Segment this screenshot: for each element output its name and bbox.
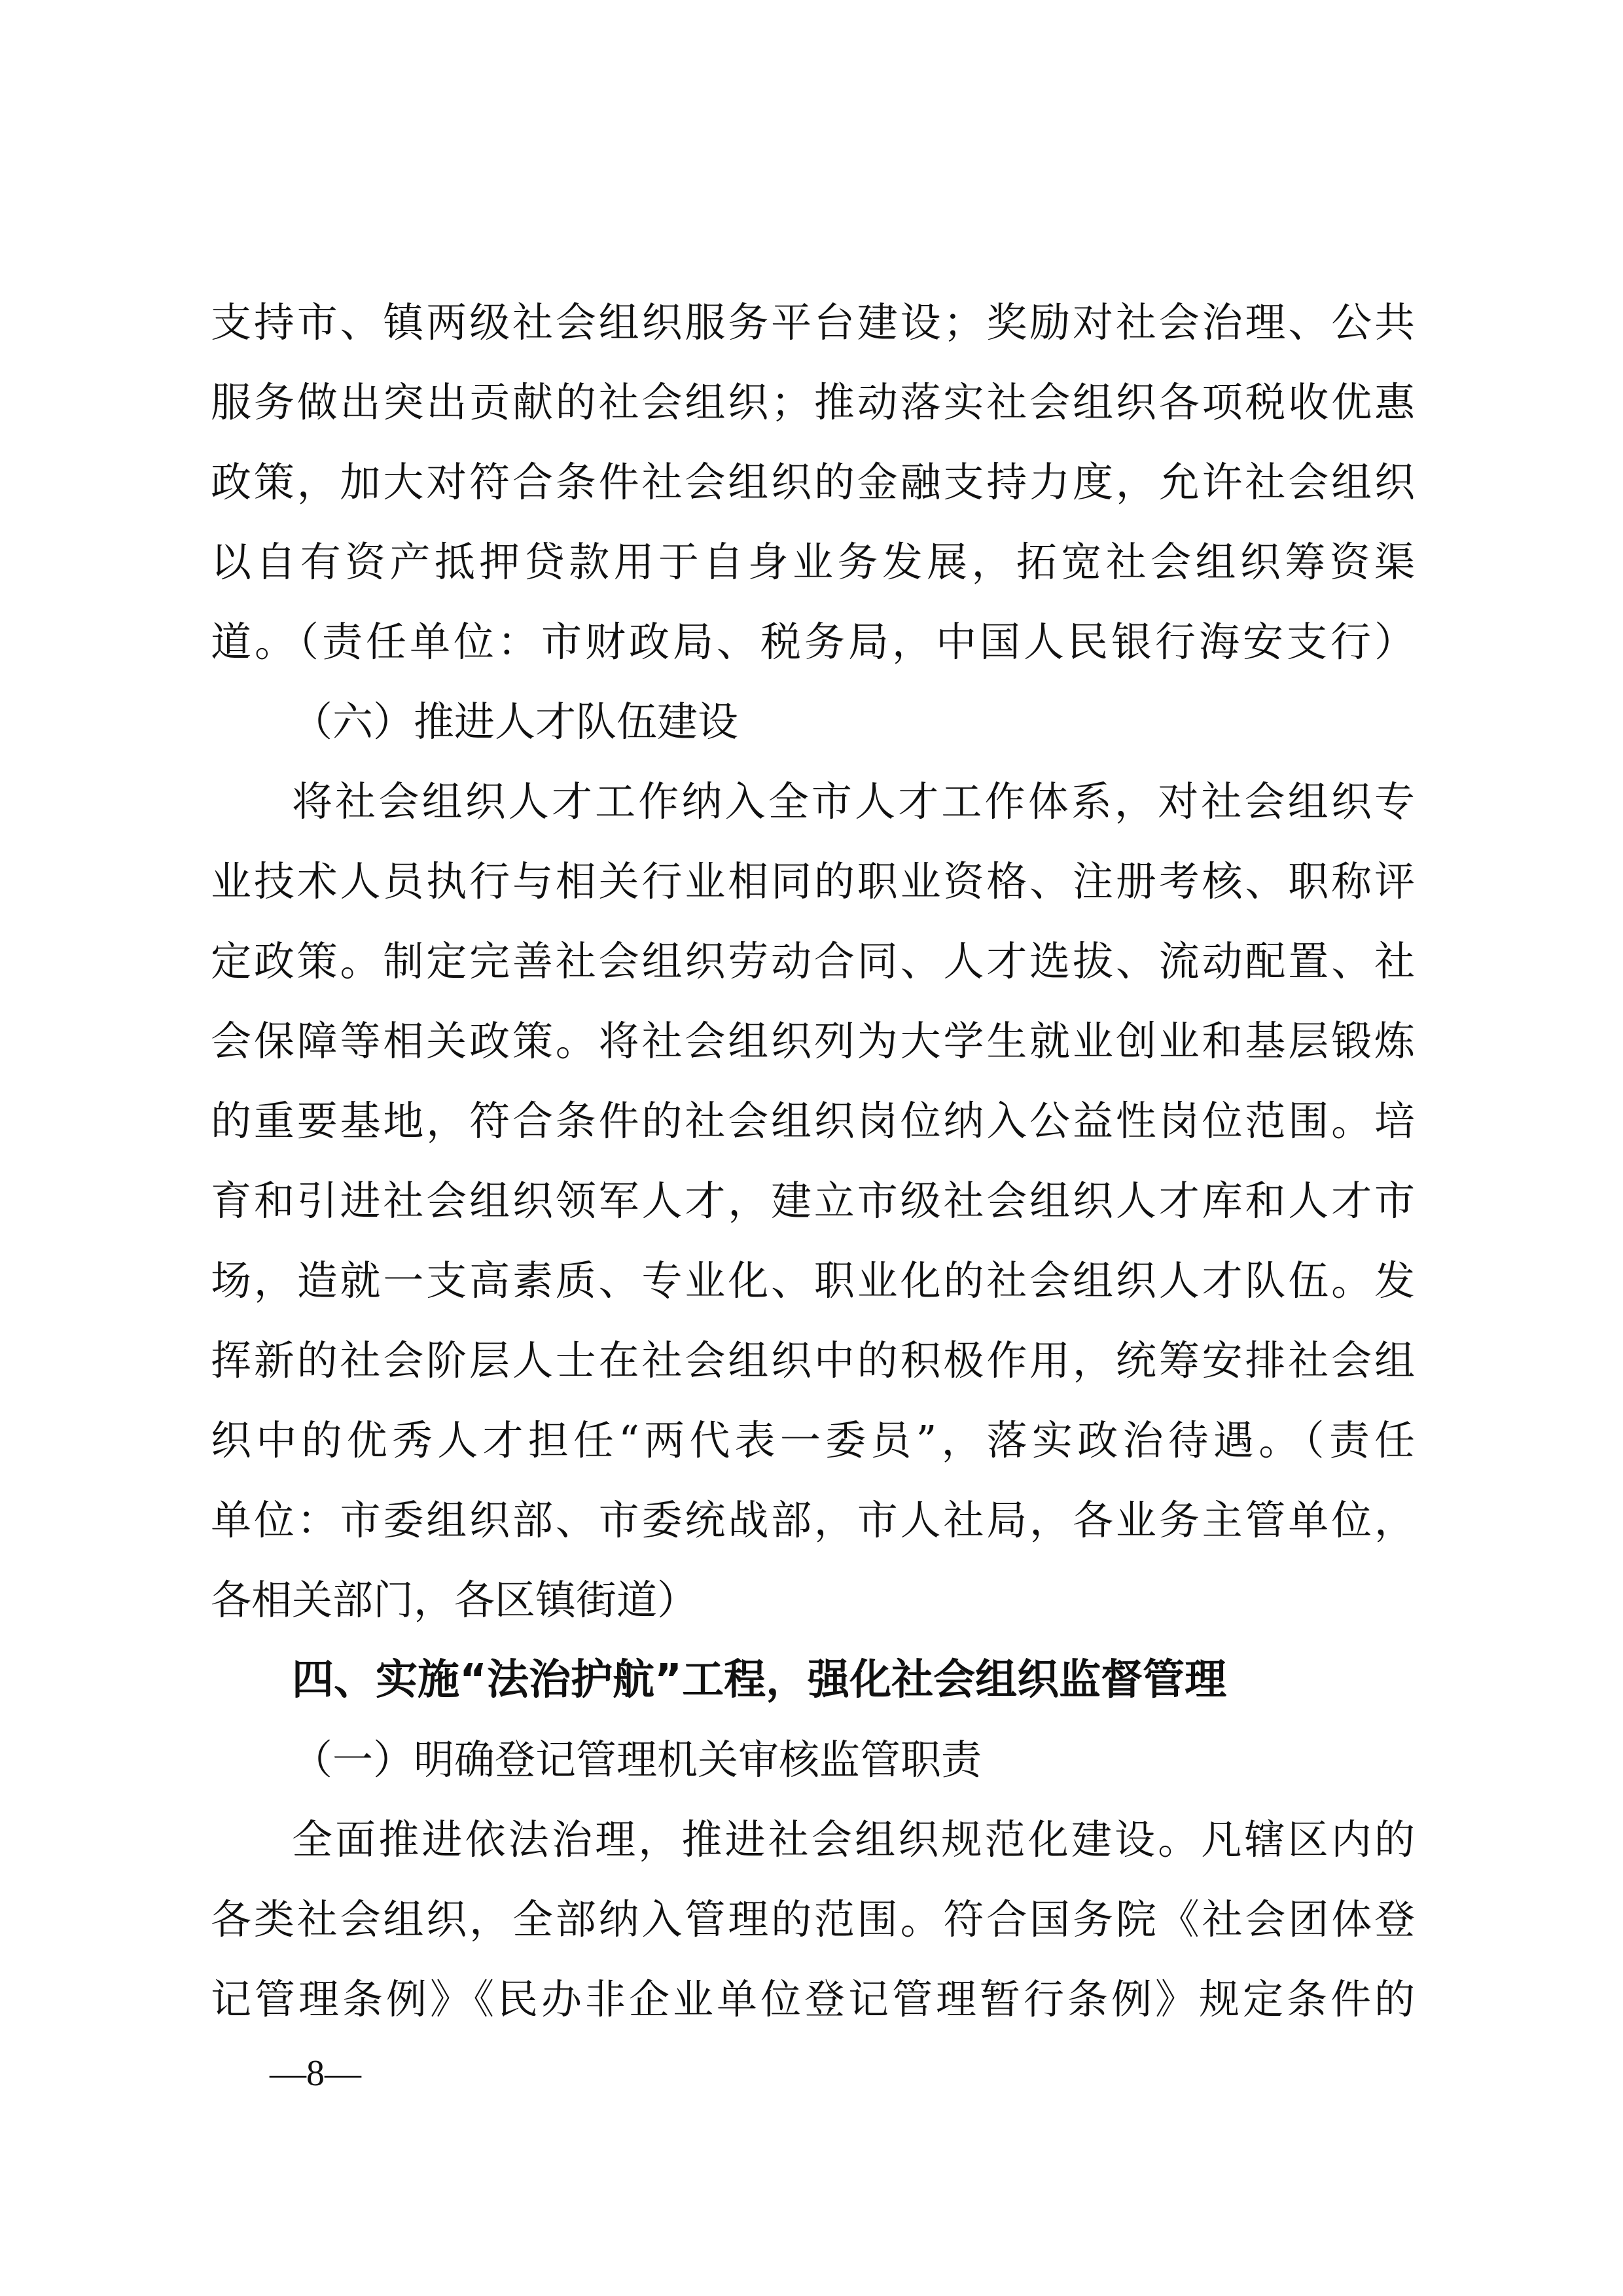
body-line: 记管理条例》《民办非企业单位登记管理暂行条例》规定条件的 xyxy=(211,1975,1415,2023)
subsection-heading-one: （一）明确登记管理机关审核监管职责 xyxy=(292,1736,982,1784)
paragraph-first-line: 全面推进依法治理，推进社会组织规范化建设。凡辖区内的 xyxy=(292,1816,1415,1863)
subsection-heading-six: （六）推进人才队伍建设 xyxy=(292,698,739,745)
body-line: 单位：市委组织部、市委统战部，市人社局，各业务主管单位， xyxy=(211,1496,1415,1544)
page-number: —8— xyxy=(270,2053,361,2094)
body-line: 的重要基地，符合条件的社会组织岗位纳入公益性岗位范围。培 xyxy=(211,1097,1415,1145)
section-heading-four: 四、实施“法治护航”工程，强化社会组织监督管理 xyxy=(292,1656,1227,1704)
body-line: 服务做出突出贡献的社会组织；推动落实社会组织各项税收优惠 xyxy=(211,378,1415,426)
body-line: 会保障等相关政策。将社会组织列为大学生就业创业和基层锻炼 xyxy=(211,1017,1415,1065)
paragraph-first-line: 将社会组织人才工作纳入全市人才工作体系，对社会组织专 xyxy=(292,778,1415,825)
body-line-last: 各相关部门，各区镇街道） xyxy=(211,1576,698,1624)
body-line: 政策，加大对符合条件社会组织的金融支持力度，允许社会组织 xyxy=(211,458,1415,506)
body-line: 场，造就一支高素质、专业化、职业化的社会组织人才队伍。发 xyxy=(211,1257,1415,1304)
body-line: 以自有资产抵押贷款用于自身业务发展，拓宽社会组织筹资渠 xyxy=(211,538,1415,586)
body-line: 织中的优秀人才担任“两代表一委员”，落实政治待遇。（责任 xyxy=(211,1416,1415,1464)
body-line: 挥新的社会阶层人士在社会组织中的积极作用，统筹安排社会组 xyxy=(211,1336,1415,1384)
body-line: 道。（责任单位：市财政局、税务局，中国人民银行海安支行） xyxy=(211,618,1415,666)
body-line: 定政策。制定完善社会组织劳动合同、人才选拔、流动配置、社 xyxy=(211,937,1415,985)
body-line: 各类社会组织，全部纳入管理的范围。符合国务院《社会团体登 xyxy=(211,1895,1415,1943)
body-line: 育和引进社会组织领军人才，建立市级社会组织人才库和人才市 xyxy=(211,1177,1415,1225)
body-line: 支持市、镇两级社会组织服务平台建设；奖励对社会治理、公共 xyxy=(211,298,1415,346)
body-line: 业技术人员执行与相关行业相同的职业资格、注册考核、职称评 xyxy=(211,857,1415,905)
document-body xyxy=(211,283,1415,2039)
